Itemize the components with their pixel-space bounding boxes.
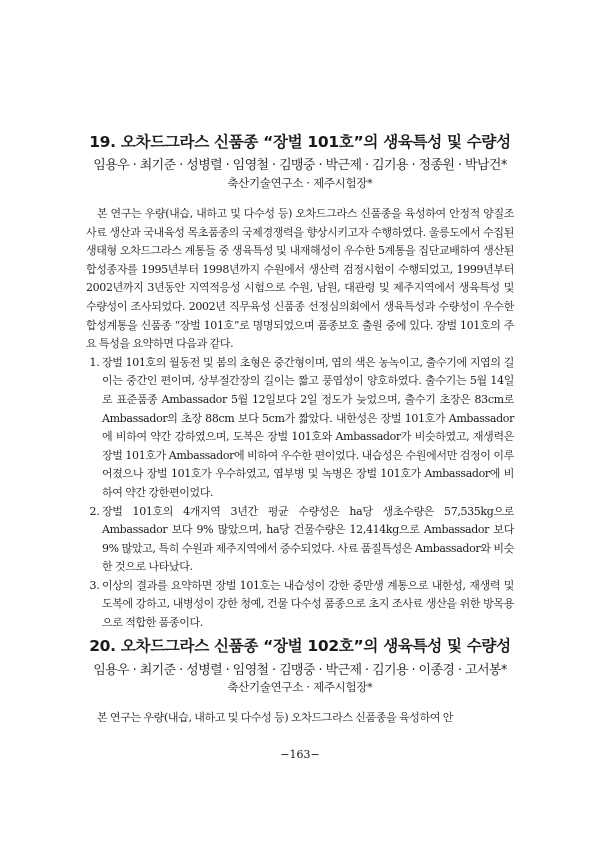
section-2-body [86, 709, 514, 728]
section-1-finding-1: 1. 장벌 101호의 월동전 및 봄의 초형은 중간형이며, 엽의 색은 농녹이고, 출수기에 지엽의 길이는 중간인 편이며, 상부절간장의 길이는 짧고 풍엽성이 양호하였다. 출수기는 5월 14일로 표준품종 Ambassador 5월 12일보다 2일 정도가 늦었으며, 출수기 초장은 83cm로 Ambassador의 초장 88cm 보다 5cm가 짧았다. 내한성은 장벌 101호가 Ambassador에 비하여 약간 강하였으며, 도복은 장벌 101호와 Ambassador가 비슷하였고, 재생력은 장벌 101호가 Ambassador에 비하여 우수한 편이었다. 내습성은 수원에서만 검정이 이루어졌으나 장벌 101호가 우수하였고, 엽부병 및 녹병은 장벌 101호가 Ambassador에 비하여 약간 강한편이었다. [102, 354, 514, 503]
section-2-intro-paragraph: 본 연구는 우량(내습, 내하고 및 다수성 등) 오차드그라스 신품종을 육성하여 안 [97, 711, 454, 724]
section-2-authors: 임용우 · 최기준 · 성병렬 · 임영철 · 김맹중 · 박근제 · 김기용 · 이종경 · 고서봉* [93, 663, 507, 678]
section-1-title: 19. 오차드그라스 신품종 “장벌 101호”의 생육특성 및 수량성 [89, 133, 511, 151]
section-2-title: 20. 오차드그라스 신품종 “장벌 102호”의 생육특성 및 수량성 [89, 637, 511, 655]
section-1-finding-3: 3. 이상의 결과를 요약하면 장벌 101호는 내습성이 강한 중만생 계통으로 내한성, 재생력 및 도복에 강하고, 내병성이 강한 청예, 건물 다수성 품종으로 초지 조사료 생산을 위한 방목용으로 적합한 품종이다. [102, 577, 514, 633]
section-1-intro-paragraph: 본 연구는 우량(내습, 내하고 및 다수성 등) 오차드그라스 신품종을 육성하여 안정적 양질조사료 생산과 국내육성 목초품종의 국제경쟁력을 향상시키고자 수행하였다. 울릉도에서 수집된 생태형 오차드그라스 계통들 중 생육특성 및 내재해성이 우수한 5계통을 집단교배하여 생산된 합성종자를 1995년부터 1998년까지 수원에서 생산력 검정시험이 수행되었고, 1999년부터 2002년까지 3년동안 지역적응성 시험으로 수원, 남원, 대관령 및 제주지역에서 생육특성 및 수량성이 조사되었다. 2002년 직무육성 신품종 선정심의회에서 생육특성과 수량성이 우수한 합성계통을 신품종 “장벌 101호”로 명명되었으며 품종보호 출원 중에 있다. 장벌 101호의 주요 특성을 요약하면 다음과 같다. [86, 207, 514, 351]
section-1-finding-2: 2. 장벌 101호의 4개지역 3년간 평균 수량성은 ha당 생초수량은 57,535kg으로 Ambassador 보다 9% 많았으며, ha당 건물수량은 12,414kg으로 Ambassador 보다 9% 많았고, 특히 수원과 제주지역에서 증수되었다. 사료 품질특성은 Ambassador와 비슷한 것으로 나타났다. [102, 503, 514, 577]
section-1-affiliation: 축산기술연구소 · 제주시험장* [227, 176, 373, 190]
section-2-affiliation: 축산기술연구소 · 제주시험장* [227, 680, 373, 694]
section-1-authors: 임용우 · 최기준 · 성병렬 · 임영철 · 김맹중 · 박근제 · 김기용 · 정종원 · 박남건* [93, 158, 507, 173]
section-1-body [86, 205, 514, 633]
page-number: −163− [280, 748, 320, 761]
section-1-findings-list [86, 354, 514, 633]
